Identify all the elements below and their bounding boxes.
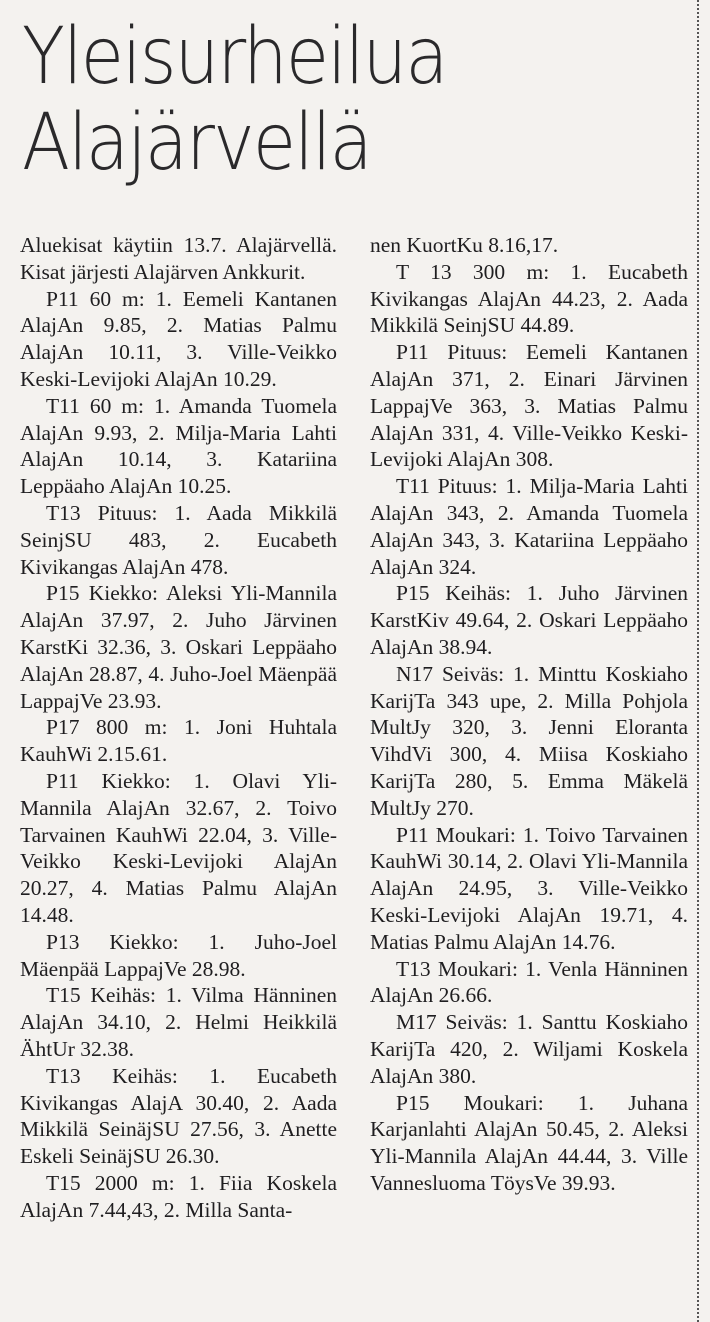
result-paragraph: P15 Kiekko: Aleksi Yli-Mannila AlajAn 37.97, 2. Juho Järvinen KarstKi 32.36, 3. Oskari Leppäaho AlajAn 28.87, 4. Juho-Joel Mäenpää LappajVe 23.93. bbox=[20, 581, 337, 713]
intro-paragraph: Aluekisat käytiin 13.7. Alajärvellä. Kisat järjesti Alajärven Ankkurit. bbox=[20, 233, 337, 284]
result-paragraph: T13 Pituus: 1. Aada Mikkilä SeinjSU 483, 2. Eucabeth Kivikangas AlajAn 478. bbox=[20, 500, 337, 579]
result-paragraph: T15 2000 m: 1. Fiia Koskela AlajAn 7.44,43, 2. Milla Santa- bbox=[20, 1170, 337, 1222]
result-paragraph: P15 Keihäs: 1. Juho Järvinen KarstKiv 49.64, 2. Oskari Leppäaho AlajAn 38.94. bbox=[370, 581, 688, 659]
result-paragraph: P13 Kiekko: 1. Juho-Joel Mäenpää LappajVe 28.98. bbox=[20, 929, 337, 981]
right-column bbox=[370, 232, 688, 1197]
result-paragraph: T11 60 m: 1. Amanda Tuomela AlajAn 9.93, 2. Milja-Maria Lahti AlajAn 10.14, 3. Katariina Leppäaho AlajAn 10.25. bbox=[20, 393, 337, 499]
headline bbox=[22, 14, 598, 186]
result-paragraph: P11 Kiekko: 1. Olavi Yli-Mannila AlajAn 32.67, 2. Toivo Tarvainen KauhWi 22.04, 3. Ville-Veikko Keski-Levijoki AlajAn 20.27, 4. Matias Palmu AlajAn 14.48. bbox=[20, 768, 337, 927]
result-paragraph: T13 Keihäs: 1. Eucabeth Kivikangas AlajA 30.40, 2. Aada Mikkilä SeinäjSU 27.56, 3. Anette Eskeli SeinäjSU 26.30. bbox=[20, 1063, 337, 1169]
result-paragraph: P11 60 m: 1. Eemeli Kantanen AlajAn 9.85, 2. Matias Palmu AlajAn 10.11, 3. Ville-Veikko Keski-Levijoki AlajAn 10.29. bbox=[20, 286, 337, 391]
headline-line-2: Alajärvellä bbox=[22, 98, 371, 188]
result-paragraph: T13 Moukari: 1. Venla Hänninen AlajAn 26.66. bbox=[370, 956, 688, 1008]
column-divider bbox=[697, 0, 699, 1322]
result-paragraph: N17 Seiväs: 1. Minttu Koskiaho KarijTa 343 upe, 2. Milla Pohjola MultJy 320, 3. Jenni Eloranta VihdVi 300, 4. Miisa Koskiaho KarijTa 280, 5. Emma Mäkelä MultJy 270. bbox=[370, 661, 688, 820]
left-column bbox=[20, 232, 337, 1223]
result-paragraph: P11 Moukari: 1. Toivo Tarvainen KauhWi 30.14, 2. Olavi Yli-Mannila AlajAn 24.95, 3. Ville-Veikko Keski-Levijoki AlajAn 19.71, 4. Matias Palmu AlajAn 14.76. bbox=[370, 822, 688, 954]
result-paragraph: T 13 300 m: 1. Eucabeth Kivikangas AlajAn 44.23, 2. Aada Mikkilä SeinjSU 44.89. bbox=[370, 259, 688, 338]
result-paragraph: T11 Pituus: 1. Milja-Maria Lahti AlajAn 343, 2. Amanda Tuomela AlajAn 343, 3. Katariina Leppäaho AlajAn 324. bbox=[370, 474, 688, 579]
result-paragraph: M17 Seiväs: 1. Santtu Koskiaho KarijTa 420, 2. Wiljami Koskela AlajAn 380. bbox=[370, 1010, 688, 1088]
result-paragraph: T15 Keihäs: 1. Vilma Hänninen AlajAn 34.10, 2. Helmi Heikkilä ÄhtUr 32.38. bbox=[20, 983, 337, 1061]
result-paragraph: P15 Moukari: 1. Juhana Karjanlahti AlajAn 50.45, 2. Aleksi Yli-Mannila AlajAn 44.44, 3. Ville Vannesluoma TöysVe 39.93. bbox=[370, 1090, 688, 1195]
headline-line-1: Yleisurheilua bbox=[22, 12, 447, 102]
continued-paragraph: nen KuortKu 8.16,17. bbox=[370, 233, 559, 257]
result-paragraph: P17 800 m: 1. Joni Huhtala KauhWi 2.15.61. bbox=[20, 715, 337, 767]
result-paragraph: P11 Pituus: Eemeli Kantanen AlajAn 371, 2. Einari Järvinen LappajVe 363, 3. Matias Palmu AlajAn 331, 4. Ville-Veikko Keski-Levijoki AlajAn 308. bbox=[370, 340, 688, 472]
